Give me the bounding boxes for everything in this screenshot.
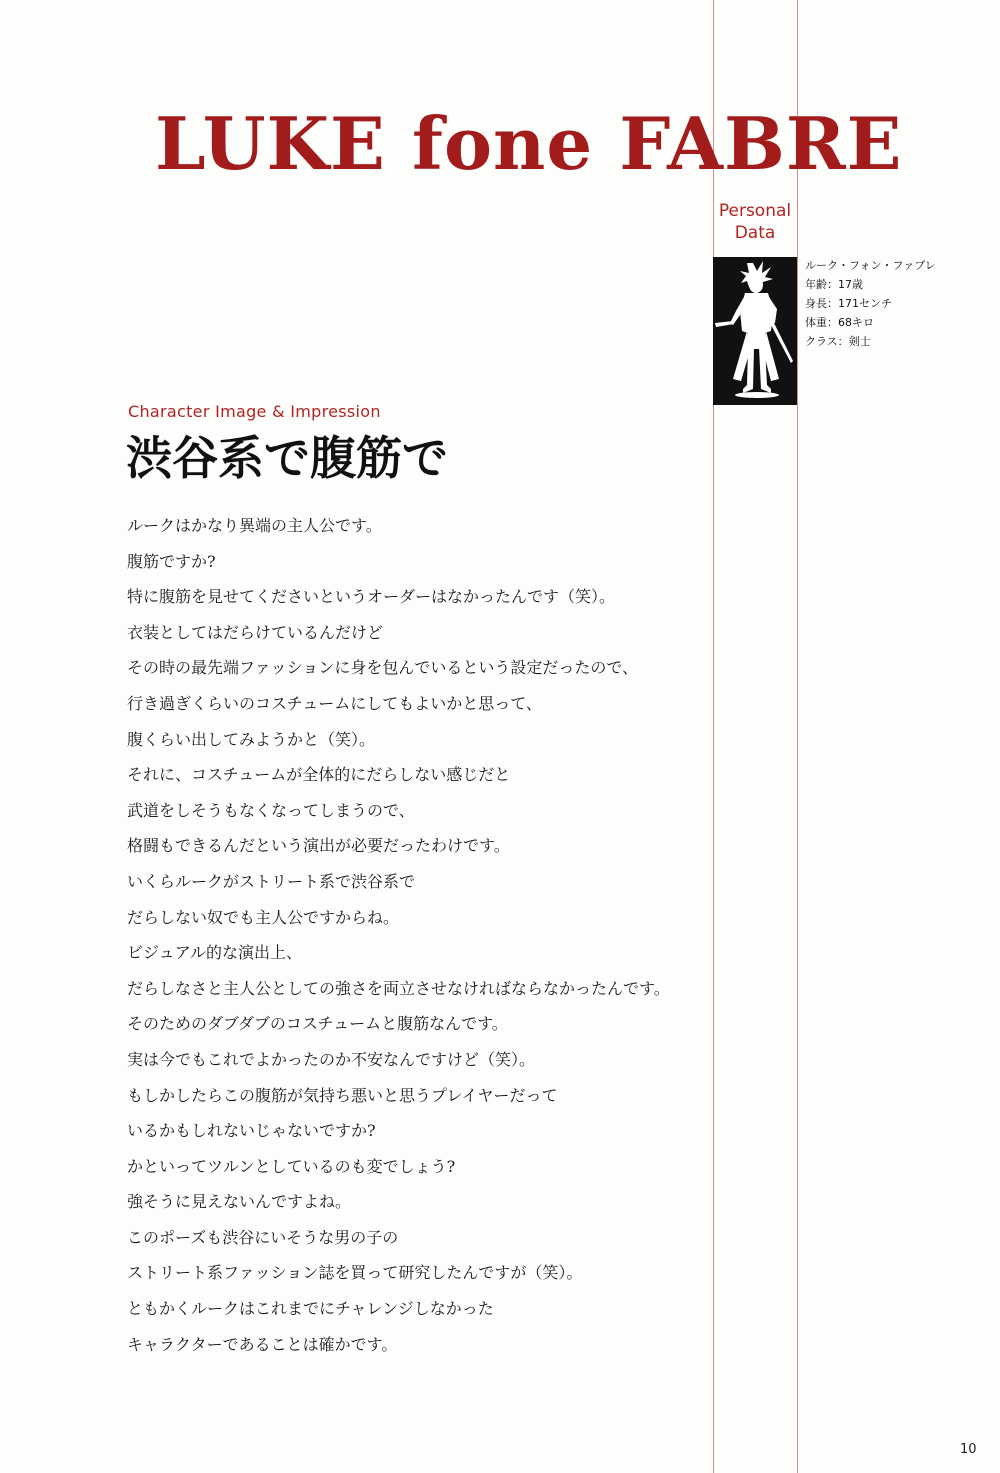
headline: 渋谷系で腹筋で: [126, 431, 448, 485]
character-name-title: LUKE fone FABRE: [155, 101, 903, 186]
text-line: 腹くらい出してみようかと（笑）。: [127, 729, 376, 749]
text-line: ビジュアル的な演出上、: [127, 943, 303, 963]
text-line: ともかくルークはこれまでにチャレンジしなかった: [127, 1299, 494, 1319]
profile-age: 年齢：17歳: [805, 278, 863, 291]
text-line: 格闘もできるんだという演出が必要だったわけです。: [127, 836, 510, 856]
text-line: もしかしたらこの腹筋が気持ち悪いと思うプレイヤーだって: [127, 1085, 558, 1105]
personal-data-list: [805, 256, 936, 351]
text-line: ルークはかなり異端の主人公です。: [127, 516, 382, 535]
text-line: 強そうに見えないんですよね。: [127, 1192, 352, 1212]
text-line: このポーズも渋谷にいそうな男の子の: [127, 1227, 399, 1247]
text-line: 行き過ぎくらいのコスチュームにしてもよいかと思って、: [127, 693, 542, 713]
text-line: そのためのダブダブのコスチュームと腹筋なんです。: [127, 1014, 508, 1034]
text-line: かといってツルンとしているのも変でしょう?: [127, 1156, 456, 1176]
section-label: Character Image & Impression: [128, 402, 381, 421]
profile-name: ルーク・フォン・ファブレ: [805, 259, 936, 272]
personal-data-heading-line2: Data: [734, 223, 776, 243]
text-line: 特に腹筋を見せてくださいというオーダーはなかったんです（笑）。: [127, 587, 616, 607]
text-line: いくらルークがストリート系で渋谷系で: [127, 871, 416, 891]
text-line: 腹筋ですか?: [127, 551, 216, 571]
text-line: だらしなさと主人公としての強さを両立させなければならなかったんです。: [127, 978, 670, 998]
text-line: キャラクターであることは確かです。: [127, 1334, 398, 1354]
profile-weight: 体重：68キロ: [805, 316, 874, 329]
personal-data-heading: [712, 200, 798, 244]
text-line: 武道をしそうもなくなってしまうので、: [127, 800, 415, 820]
character-silhouette-icon: [713, 257, 797, 405]
text-line: それに、コスチュームが全体的にだらしない感じだと: [127, 765, 511, 785]
profile-class: クラス：剣士: [805, 335, 871, 348]
text-line: ストリート系ファッション誌を買って研究したんですが（笑）。: [127, 1263, 583, 1283]
text-line: いるかもしれないじゃないですか?: [127, 1121, 376, 1141]
text-line: だらしない奴でも主人公ですからね。: [127, 907, 400, 927]
text-line: その時の最先端ファッションに身を包んでいるという設定だったので、: [127, 658, 639, 678]
page-number: 10: [960, 1442, 977, 1457]
text-line: 実は今でもこれでよかったのか不安なんですけど（笑）。: [127, 1049, 536, 1069]
text-line: 衣装としてはだらけているんだけど: [127, 622, 384, 642]
personal-data-heading-line1: Personal: [718, 201, 792, 221]
profile-height: 身長：171センチ: [805, 297, 892, 310]
interview-text: [127, 508, 707, 1362]
